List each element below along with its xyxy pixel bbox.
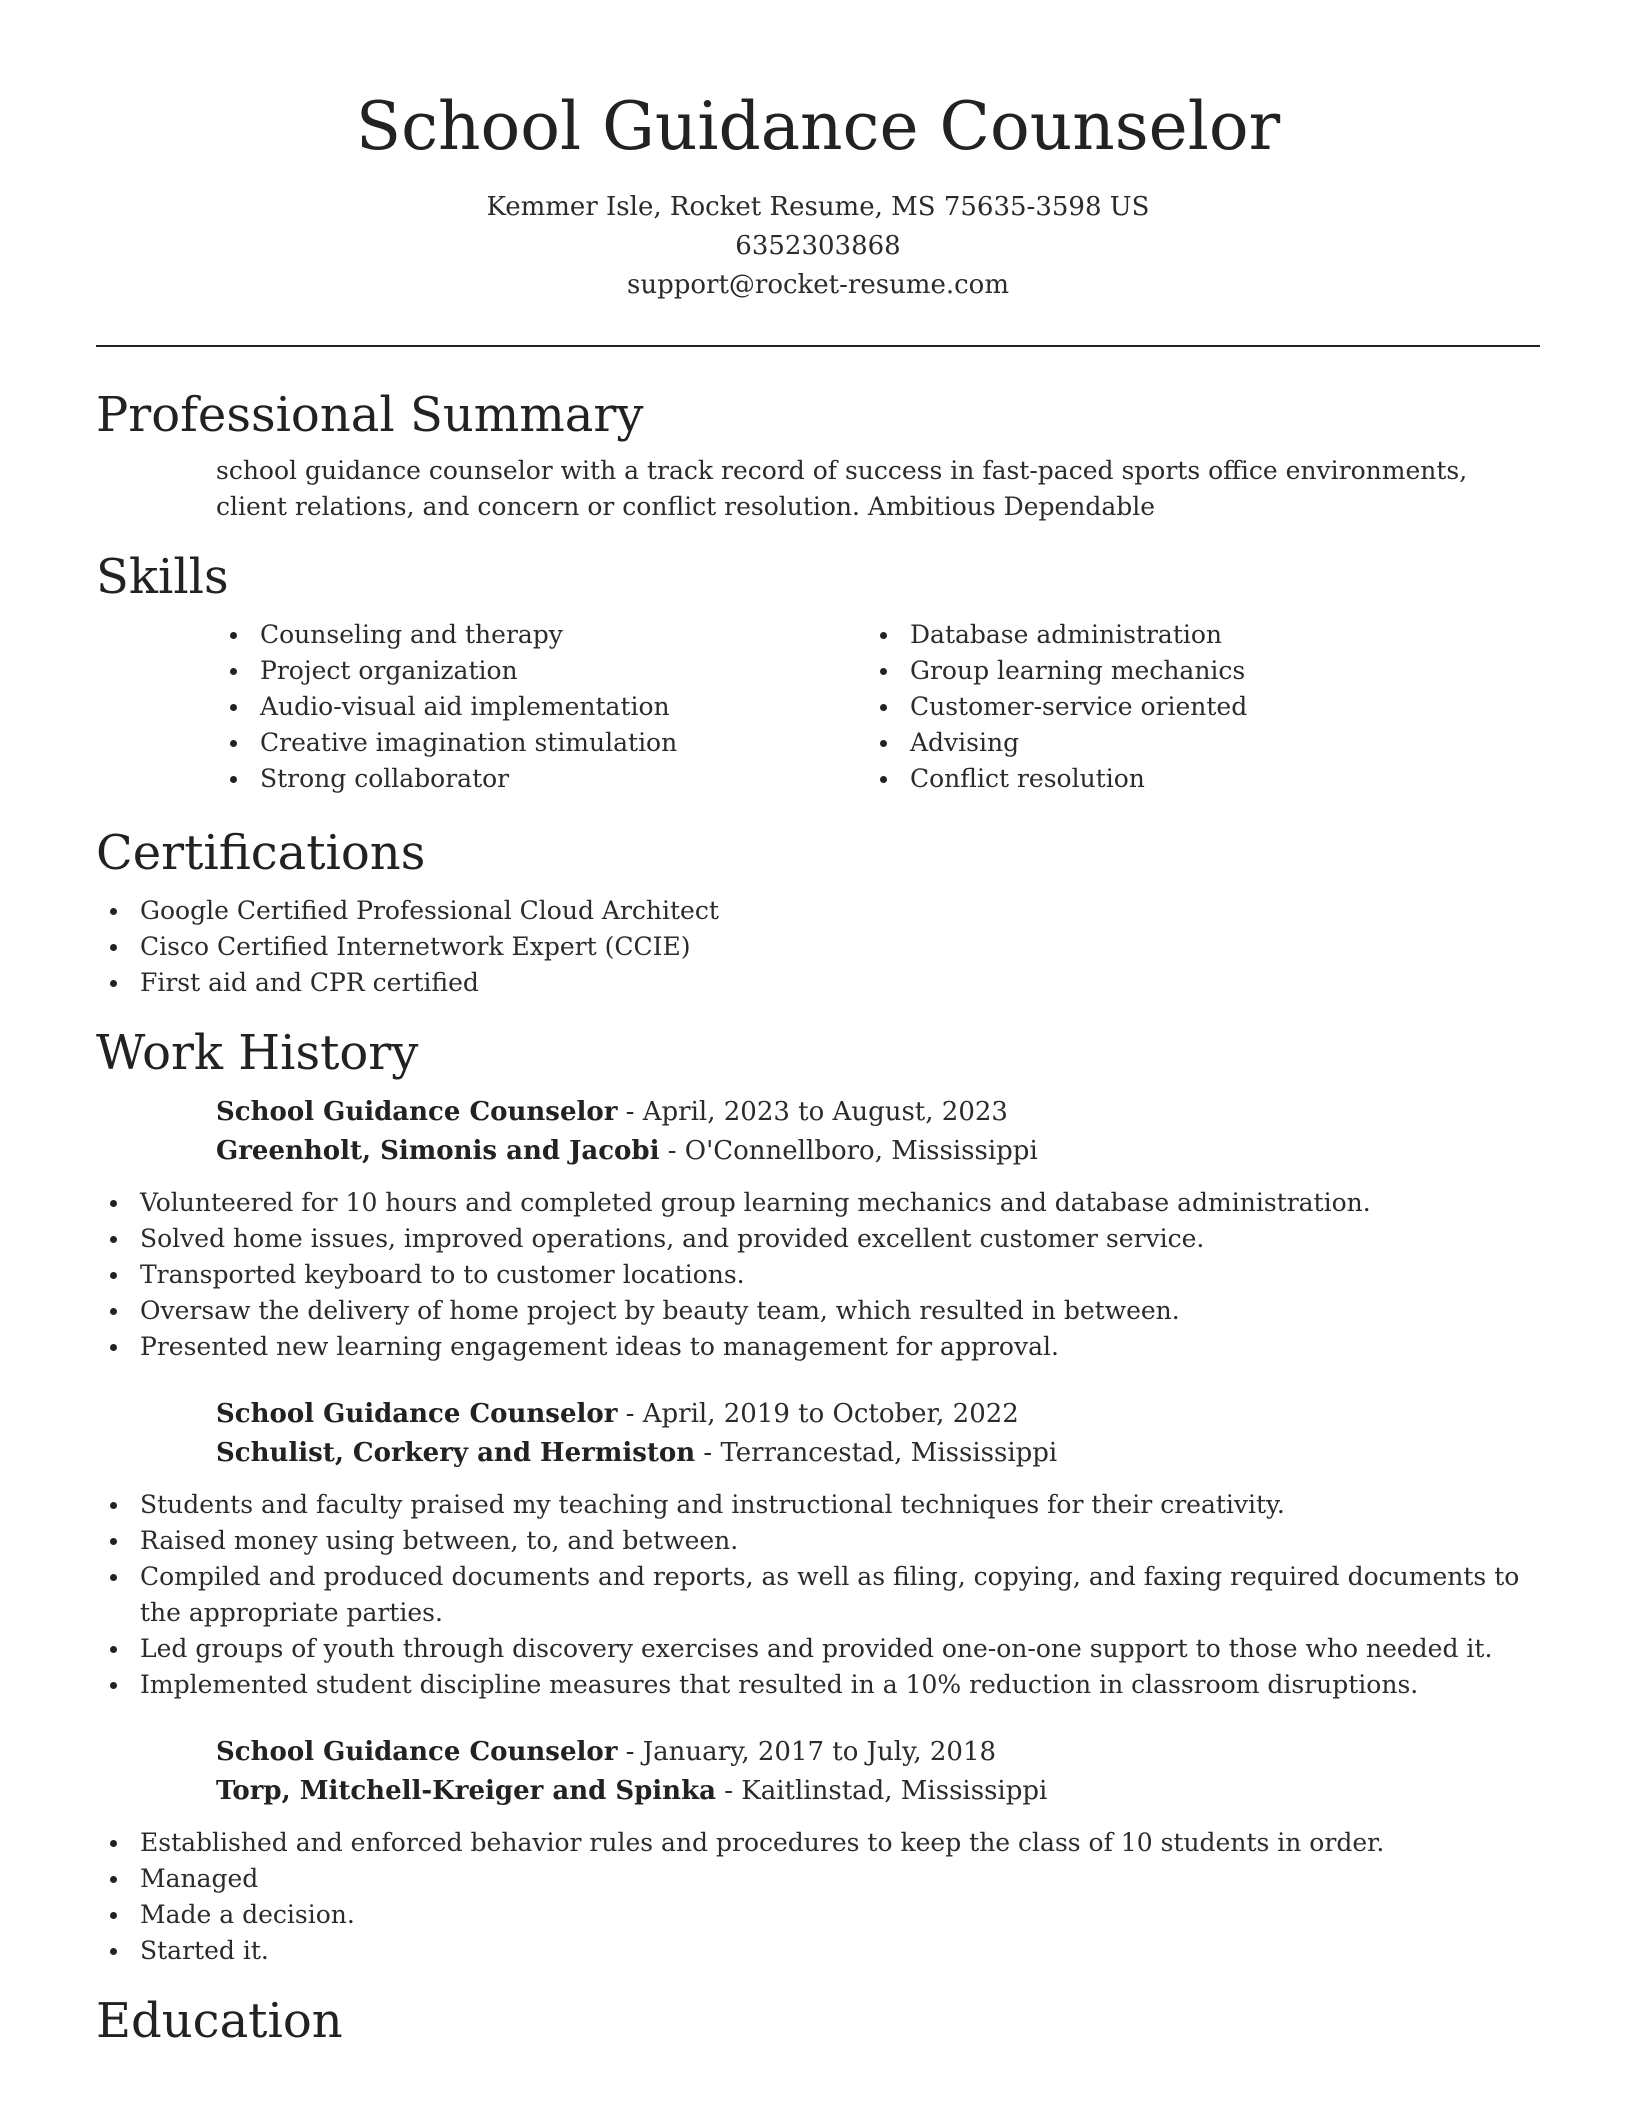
- job-role: School Guidance Counselor: [216, 1097, 618, 1127]
- list-item: Audio-visual aid implementation: [216, 689, 866, 725]
- work-history-section: [96, 1023, 1540, 1969]
- education-section: [96, 1991, 1540, 2051]
- resume-name: School Guidance Counselor: [355, 88, 1281, 165]
- certifications-title: Certifications: [96, 825, 426, 881]
- summary-title: Professional Summary: [96, 387, 644, 443]
- job-separator: -: [617, 1737, 643, 1767]
- job-company: Schulist, Corkery and Hermiston: [216, 1438, 696, 1468]
- resume-page: [96, 0, 1540, 2112]
- list-item: Managed: [96, 1861, 1540, 1897]
- skills-grid: [216, 617, 1540, 797]
- job-title-line: [216, 1733, 1540, 1772]
- job-company-line: [216, 1434, 1540, 1473]
- resume-header: [96, 0, 1540, 305]
- job-separator: -: [695, 1438, 721, 1468]
- contact-address: Kemmer Isle, Rocket Resume, MS 75635-3598 US: [486, 192, 1150, 222]
- job-separator: -: [715, 1776, 742, 1806]
- education-title: Education: [96, 1993, 343, 2049]
- list-item: Conflict resolution: [866, 761, 1516, 797]
- list-item: Led groups of youth through discovery exercises and provided one-on-one support to those who needed it.: [96, 1631, 1540, 1667]
- job-bullets: [96, 1487, 1540, 1703]
- job-location: Kaitlinstad, Mississippi: [741, 1776, 1048, 1806]
- job-entry: [216, 1395, 1540, 1473]
- list-item: Established and enforced behavior rules and procedures to keep the class of 10 students in order.: [96, 1825, 1540, 1861]
- list-item: Made a decision.: [96, 1897, 1540, 1933]
- job-company-line: [216, 1772, 1540, 1811]
- job-role: School Guidance Counselor: [216, 1399, 618, 1429]
- work-history-title: Work History: [96, 1025, 419, 1081]
- job-bullets: [96, 1825, 1540, 1969]
- job-separator: -: [617, 1097, 643, 1127]
- contact-phone: 6352303868: [735, 231, 901, 261]
- certifications-list: [96, 893, 1540, 1001]
- skills-section: [96, 547, 1540, 797]
- job-location: O'Connellboro, Mississippi: [684, 1136, 1038, 1166]
- skills-title: Skills: [96, 549, 229, 605]
- list-item: First aid and CPR certified: [96, 965, 1540, 1001]
- job-dates: January, 2017 to July, 2018: [642, 1737, 997, 1767]
- list-item: Project organization: [216, 653, 866, 689]
- summary-text: school guidance counselor with a track record of success in fast-paced sports office environments, client relations, and concern or conflict resolution. Ambitious Dependable: [216, 456, 1468, 521]
- contact-email: support@rocket-resume.com: [626, 270, 1009, 300]
- list-item: Cisco Certified Internetwork Expert (CCIE): [96, 929, 1540, 965]
- job-role: School Guidance Counselor: [216, 1737, 618, 1767]
- job-company-line: [216, 1132, 1540, 1171]
- list-item: Compiled and produced documents and reports, as well as filing, copying, and faxing required documents to the appropriate parties.: [96, 1559, 1540, 1631]
- list-item: Google Certified Professional Cloud Architect: [96, 893, 1540, 929]
- job-title-line: [216, 1395, 1540, 1434]
- list-item: Customer-service oriented: [866, 689, 1516, 725]
- list-item: Transported keyboard to to customer locations.: [96, 1257, 1540, 1293]
- list-item: Oversaw the delivery of home project by beauty team, which resulted in between.: [96, 1293, 1540, 1329]
- header-divider: [96, 345, 1540, 347]
- list-item: Advising: [866, 725, 1516, 761]
- list-item: Group learning mechanics: [866, 653, 1516, 689]
- job-separator: -: [659, 1136, 685, 1166]
- contact-block: [96, 188, 1540, 305]
- list-item: Database administration: [866, 617, 1516, 653]
- list-item: Volunteered for 10 hours and completed group learning mechanics and database administration.: [96, 1185, 1540, 1221]
- job-dates: April, 2023 to August, 2023: [642, 1097, 1008, 1127]
- list-item: Strong collaborator: [216, 761, 866, 797]
- job-company: Torp, Mitchell-Kreiger and Spinka: [216, 1776, 716, 1806]
- list-item: Solved home issues, improved operations, and provided excellent customer service.: [96, 1221, 1540, 1257]
- list-item: Creative imagination stimulation: [216, 725, 866, 761]
- skills-list-left: [216, 617, 866, 797]
- job-company: Greenholt, Simonis and Jacobi: [216, 1136, 660, 1166]
- list-item: Started it.: [96, 1933, 1540, 1969]
- summary-section: [96, 385, 1540, 525]
- job-location: Terrancestad, Mississippi: [720, 1438, 1058, 1468]
- certifications-section: [96, 823, 1540, 1001]
- list-item: Counseling and therapy: [216, 617, 866, 653]
- job-separator: -: [617, 1399, 643, 1429]
- list-item: Raised money using between, to, and between.: [96, 1523, 1540, 1559]
- job-dates: April, 2019 to October, 2022: [642, 1399, 1019, 1429]
- list-item: Students and faculty praised my teaching and instructional techniques for their creativity.: [96, 1487, 1540, 1523]
- job-bullets: [96, 1185, 1540, 1365]
- job-title-line: [216, 1093, 1540, 1132]
- job-entry: [216, 1733, 1540, 1811]
- list-item: Implemented student discipline measures that resulted in a 10% reduction in classroom disruptions.: [96, 1667, 1540, 1703]
- job-entry: [216, 1093, 1540, 1171]
- list-item: Presented new learning engagement ideas to management for approval.: [96, 1329, 1540, 1365]
- skills-list-right: [866, 617, 1516, 797]
